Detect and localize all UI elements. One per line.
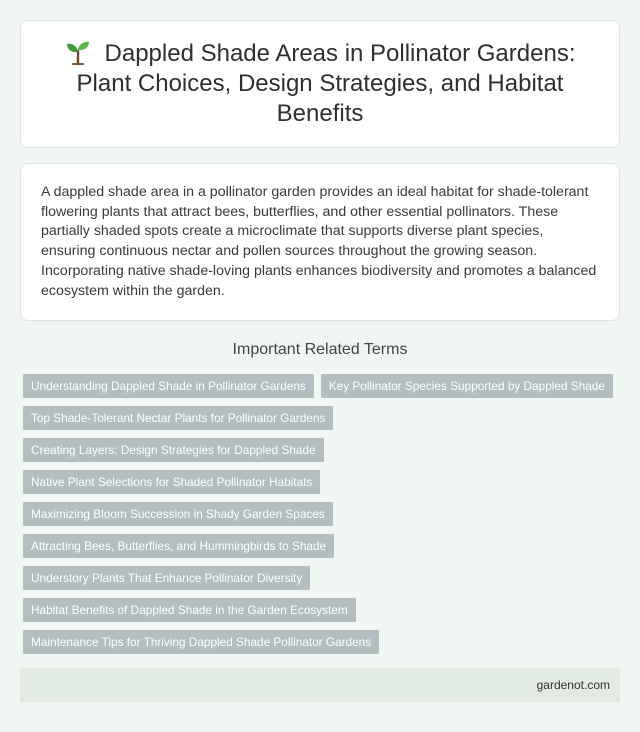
footer <box>20 668 620 702</box>
tag-row <box>23 566 623 590</box>
tag-row <box>23 406 623 430</box>
related-term-tag[interactable]: Key Pollinator Species Supported by Dappled Shade <box>321 374 613 398</box>
related-term-tag[interactable]: Creating Layers: Design Strategies for Dappled Shade <box>23 438 324 462</box>
title-card <box>20 20 620 148</box>
tag-row <box>23 374 623 398</box>
related-term-tag[interactable]: Habitat Benefits of Dappled Shade in the Garden Ecosystem <box>23 598 356 622</box>
page-title <box>49 39 591 129</box>
related-term-tag[interactable]: Top Shade-Tolerant Nectar Plants for Pollinator Gardens <box>23 406 333 430</box>
tag-row <box>23 438 623 462</box>
tag-row <box>23 470 623 494</box>
related-terms-heading: Important Related Terms <box>232 341 408 358</box>
page-title-text: Dappled Shade Areas in Pollinator Gardens: Plant Choices, Design Strategies, and Habitat Benefits <box>76 40 576 127</box>
related-terms-list <box>23 374 623 662</box>
footer-site-link[interactable]: gardenot.com <box>536 678 610 692</box>
related-term-tag[interactable]: Native Plant Selections for Shaded Pollinator Habitats <box>23 470 320 494</box>
tag-row <box>23 630 623 654</box>
tag-row <box>23 598 623 622</box>
related-term-tag[interactable]: Understory Plants That Enhance Pollinator Diversity <box>23 566 310 590</box>
tag-row <box>23 534 623 558</box>
tag-row <box>23 502 623 526</box>
related-term-tag[interactable]: Attracting Bees, Butterflies, and Hummingbirds to Shade <box>23 534 334 558</box>
intro-card <box>20 163 620 321</box>
related-term-tag[interactable]: Understanding Dappled Shade in Pollinator Gardens <box>23 374 314 398</box>
related-term-tag[interactable]: Maximizing Bloom Succession in Shady Garden Spaces <box>23 502 333 526</box>
intro-paragraph: A dappled shade area in a pollinator garden provides an ideal habitat for shade-tolerant flowering plants that attract bees, butterflies, and other essential pollinators. These partially shaded spots create a microclimate that supports diverse plant species, ensuring continuous nectar and pollen sources throughout the growing season. Incorporating native shade-loving plants enhances biodiversity and promotes a balanced ecosystem within the garden. <box>41 184 597 299</box>
related-term-tag[interactable]: Maintenance Tips for Thriving Dappled Shade Pollinator Gardens <box>23 630 379 654</box>
sprout-icon <box>65 39 91 65</box>
